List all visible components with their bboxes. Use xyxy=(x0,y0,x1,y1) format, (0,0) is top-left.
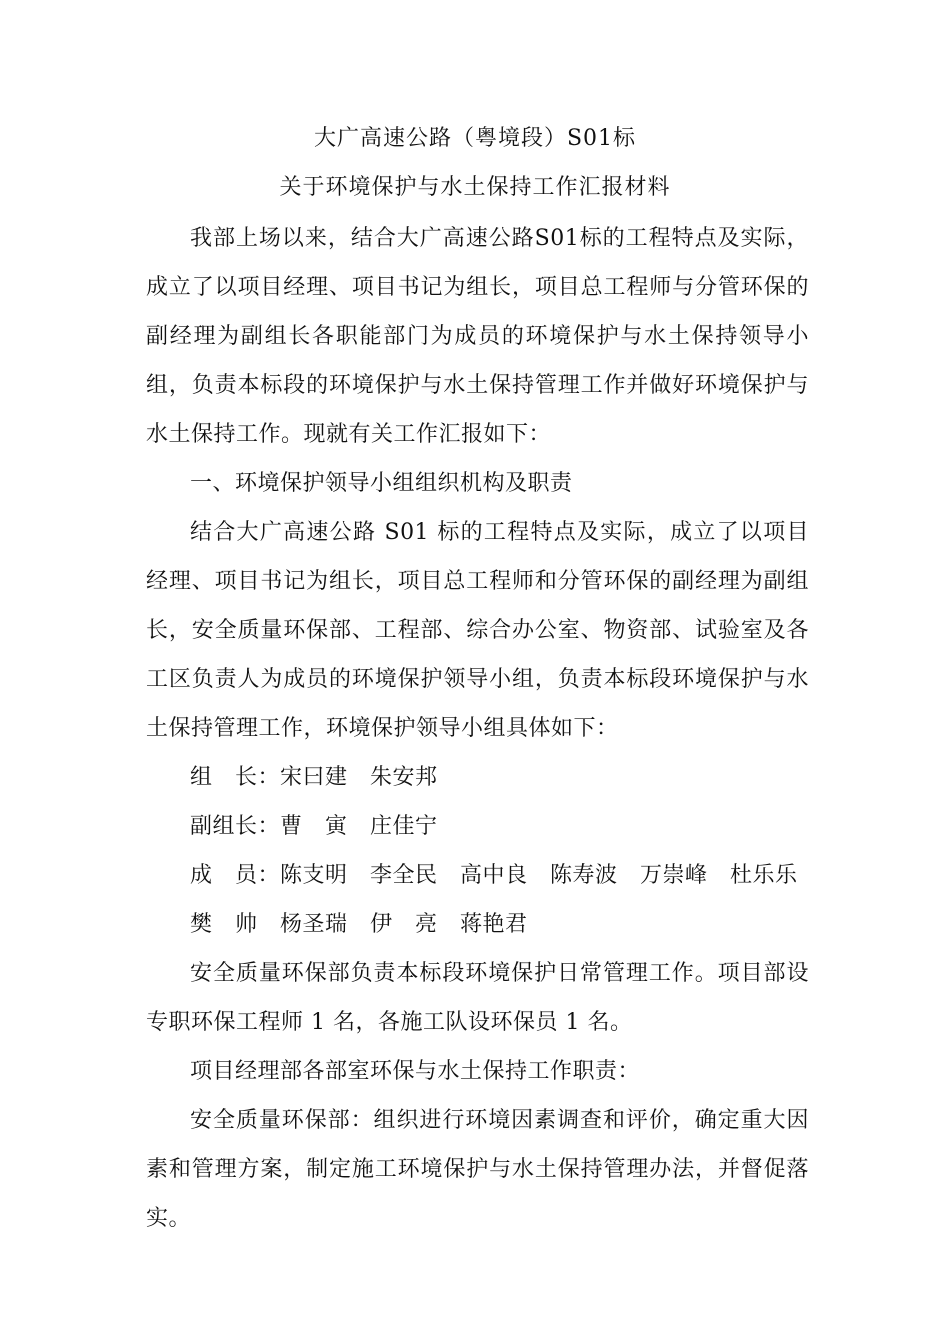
member-label: 成 员： xyxy=(190,863,281,888)
roster-deputy-row xyxy=(146,802,809,851)
roster-leader-row xyxy=(146,753,809,802)
organization-paragraph: 结合大广高速公路 S01 标的工程特点及实际，成立了以项目经理、项目书记为组长，项目总工程师和分管环保的副经理为副组长，安全质量环保部、工程部、综合办公室、物资部、试验室及各工区负责人为成员的环境保护领导小组，负责本标段环境保护与水土保持管理工作，环境保护领导小组具体如下： xyxy=(146,520,809,741)
roster-member-row xyxy=(146,851,809,900)
intro-paragraph: 我部上场以来，结合大广高速公路S01标的工程特点及实际，成立了以项目经理、项目书记为组长，项目总工程师与分管环保的副经理为副组长各职能部门为成员的环境保护与水土保持领导小组，负责本标段的环境保护与水土保持管理工作并做好环境保护与水土保持工作。现就有关工作汇报如下： xyxy=(146,226,809,447)
leader-names: 宋曰建 朱安邦 xyxy=(280,765,438,790)
daily-management-paragraph: 安全质量环保部负责本标段环境保护日常管理工作。项目部设专职环保工程师 1 名，各施工队设环保员 1 名。 xyxy=(146,961,809,1035)
safety-department-paragraph: 安全质量环保部：组织进行环境因素调查和评价，确定重大因素和管理方案，制定施工环境保护与水土保持管理办法，并督促落实。 xyxy=(146,1108,809,1231)
roster-member-row-2 xyxy=(146,900,809,949)
member-names-1: 陈支明 李全民 高中良 陈寿波 万崇峰 杜乐乐 xyxy=(280,863,798,888)
document-title: 大广高速公路（粤境段）S01标 xyxy=(313,126,637,151)
document-body xyxy=(146,214,809,1243)
document-subtitle: 关于环境保护与水土保持工作汇报材料 xyxy=(279,175,671,200)
deputy-names: 曹 寅 庄佳宁 xyxy=(280,814,438,839)
duties-heading-paragraph: 项目经理部各部室环保与水土保持工作职责： xyxy=(190,1059,641,1084)
leader-label: 组 长： xyxy=(190,765,281,790)
section-heading: 一、环境保护领导小组组织机构及职责 xyxy=(190,471,573,496)
deputy-label: 副组长： xyxy=(190,814,281,839)
member-names-2: 樊 帅 杨圣瑞 伊 亮 蒋艳君 xyxy=(190,912,528,937)
